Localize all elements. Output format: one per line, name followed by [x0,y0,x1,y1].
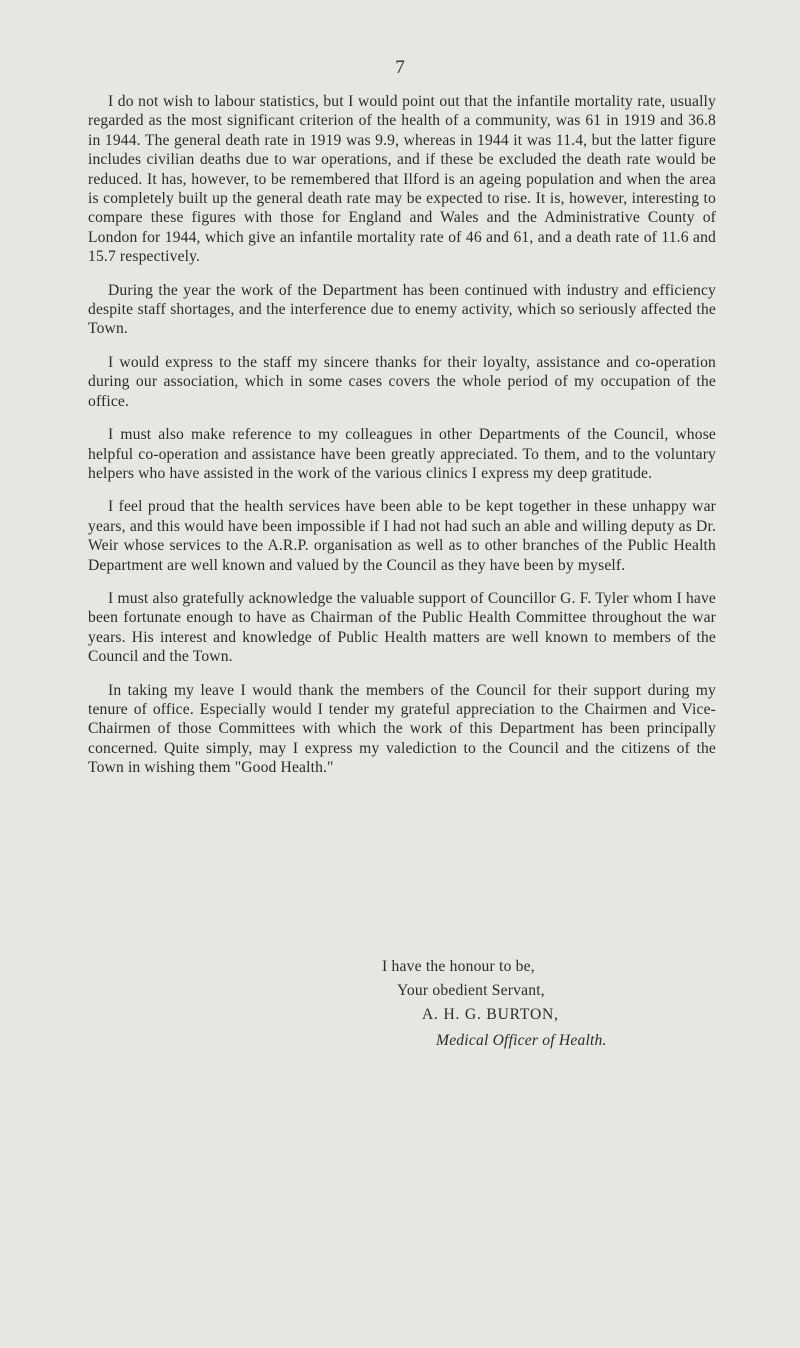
paragraph-staff-thanks: I would express to the staff my sincere thanks for their loyalty, assistance and co-operation during our association, which in some cases covers the whole period of my occupation of the office. [88,353,716,410]
page-number: 7 [395,57,405,78]
paragraph-councillor: I must also gratefully acknowledge the valuable support of Councillor G. F. Tyler whom I have been fortunate enough to have as Chairman of the Public Health Committee throughout the war years. His interest and knowledge of Public Health matters are well known to members of the Council and the Town. [88,589,716,666]
signatory-name: A. H. G. BURTON, [422,1006,559,1023]
closing-servant-line: Your obedient Servant, [397,982,545,999]
signatory-title: Medical Officer of Health. [436,1032,607,1049]
closing-honour-line: I have the honour to be, [382,958,535,975]
paragraph-department-work: During the year the work of the Department has been continued with industry and efficiency despite staff shortages, and the interference due to enemy activity, which so seriously affected the Town. [88,281,716,338]
paragraph-deputy: I feel proud that the health services have been able to be kept together in these unhappy war years, and this would have been impossible if I had not had such an able and willing deputy as Dr. Weir whose services to the A.R.P. organisation as well as to other branches of the Public Health Department are well known and valued by the Council as they have been by myself. [88,498,716,574]
body-text [88,92,716,792]
paragraph-valediction: In taking my leave I would thank the members of the Council for their support during my tenure of office. Especially would I tender my grateful appreciation to the Chairmen and Vice-Chairmen of those Committees with which the work of this Department has been principally concerned. Quite simply, may I express my valediction to the Council and the citizens of the Town in wishing them "Good Health." [88,681,716,777]
paragraph-statistics: I do not wish to labour statistics, but I would point out that the infantile mortality rate, usually regarded as the most significant criterion of the health of a community, was 61 in 1919 and 36.8 in 1944. The general death rate in 1919 was 9.9, whereas in 1944 it was 11.4, but the latter figure includes civilian deaths due to war operations, and if these be excluded the death rate would be reduced. It has, however, to be remembered that Ilford is an ageing population and when the area is completely built up the general death rate may be expected to rise. It is, however, interesting to compare these figures with those for England and Wales and the Administrative County of London for 1944, which give an infantile mortality rate of 46 and 61, and a death rate of 11.6 and 15.7 respectively. [88,93,716,266]
paragraph-colleagues: I must also make reference to my colleagues in other Departments of the Council, whose helpful co-operation and assistance have been greatly appreciated. To them, and to the voluntary helpers who have assisted in the work of the various clinics I express my deep gratitude. [88,426,716,482]
